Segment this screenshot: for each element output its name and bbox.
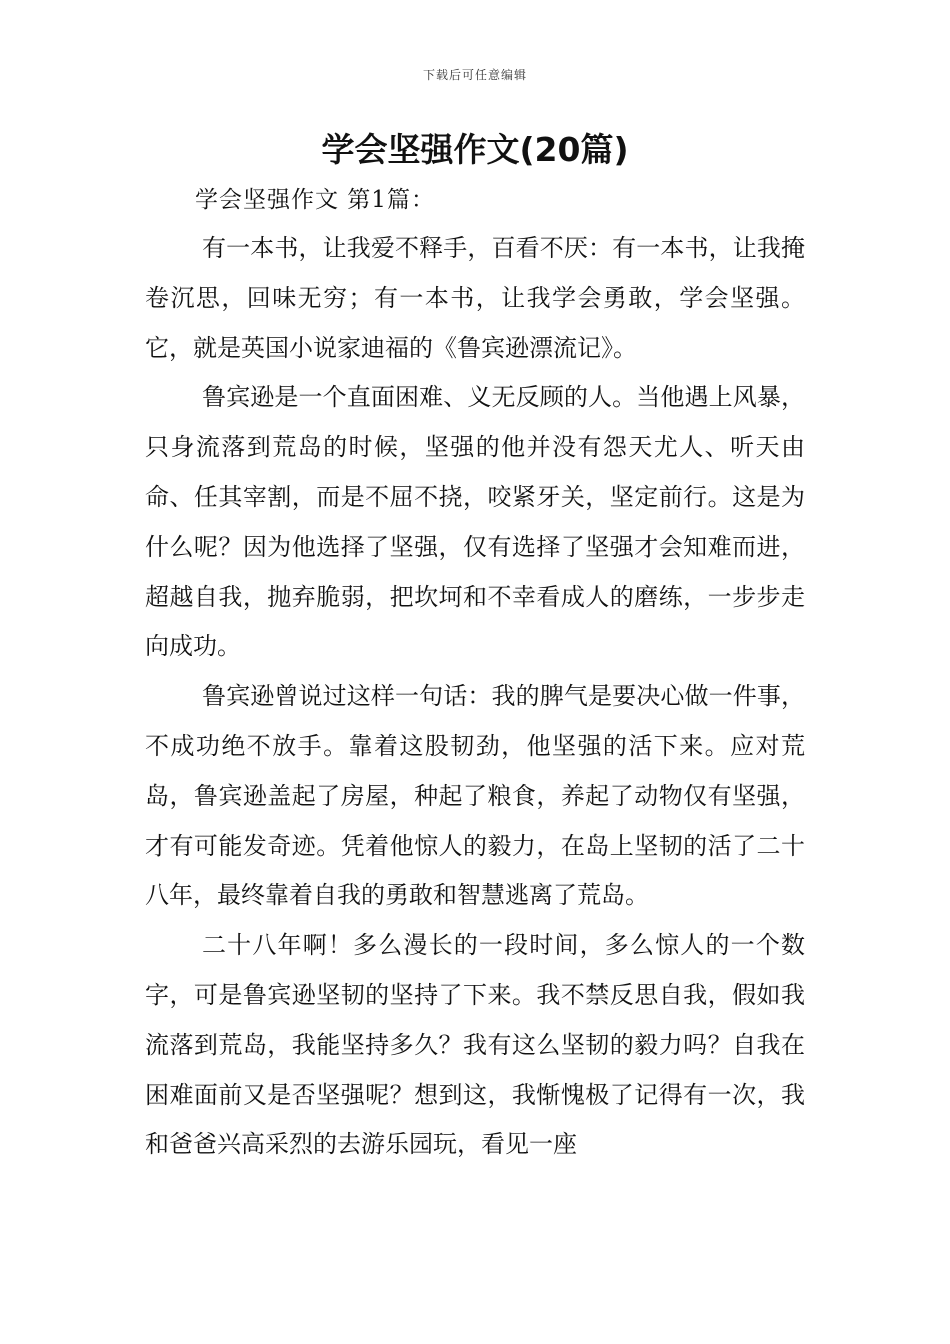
header-note: 下载后可任意编辑 bbox=[422, 68, 527, 82]
section-heading: 学会坚强作文 第1篇： bbox=[195, 187, 435, 213]
paragraph-1: 有一本书，让我爱不释手，百看不厌：有一本书，让我掩卷沉思，回味无穷；有一本书，让我学会勇敢，学会坚强。它，就是英国小说家迪福的《鲁宾逊漂流记》。 bbox=[145, 234, 805, 362]
document-body bbox=[145, 224, 805, 1170]
paragraph-4: 二十八年啊！多么漫长的一段时间，多么惊人的一个数字，可是鲁宾逊坚韧的坚持了下来。我不禁反思自我，假如我流落到荒岛，我能坚持多久？我有这么坚韧的毅力吗？自我在困难面前又是否坚强呢？想到这，我惭愧极了记得有一次，我和爸爸兴高采烈的去游乐园玩，看见一座 bbox=[145, 931, 805, 1159]
paragraph-3: 鲁宾逊曾说过这样一句话：我的脾气是要决心做一件事，不成功绝不放手。靠着这股韧劲，他坚强的活下来。应对荒岛，鲁宾逊盖起了房屋，种起了粮食，养起了动物仅有坚强，才有可能发奇迹。凭着他惊人的毅力，在岛上坚韧的活了二十八年，最终靠着自我的勇敢和智慧逃离了荒岛。 bbox=[145, 682, 805, 910]
paragraph-2: 鲁宾逊是一个直面困难、义无反顾的人。当他遇上风暴，只身流落到荒岛的时候，坚强的他并没有怨天尤人、听天由命、任其宰割，而是不屈不挠，咬紧牙关，坚定前行。这是为什么呢？因为他选择了坚强，仅有选择了坚强才会知难而进，超越自我，抛弃脆弱，把坎坷和不幸看成人的磨练，一步步走向成功。 bbox=[145, 383, 805, 661]
document-title: 学会坚强作文(20篇) bbox=[321, 130, 629, 169]
